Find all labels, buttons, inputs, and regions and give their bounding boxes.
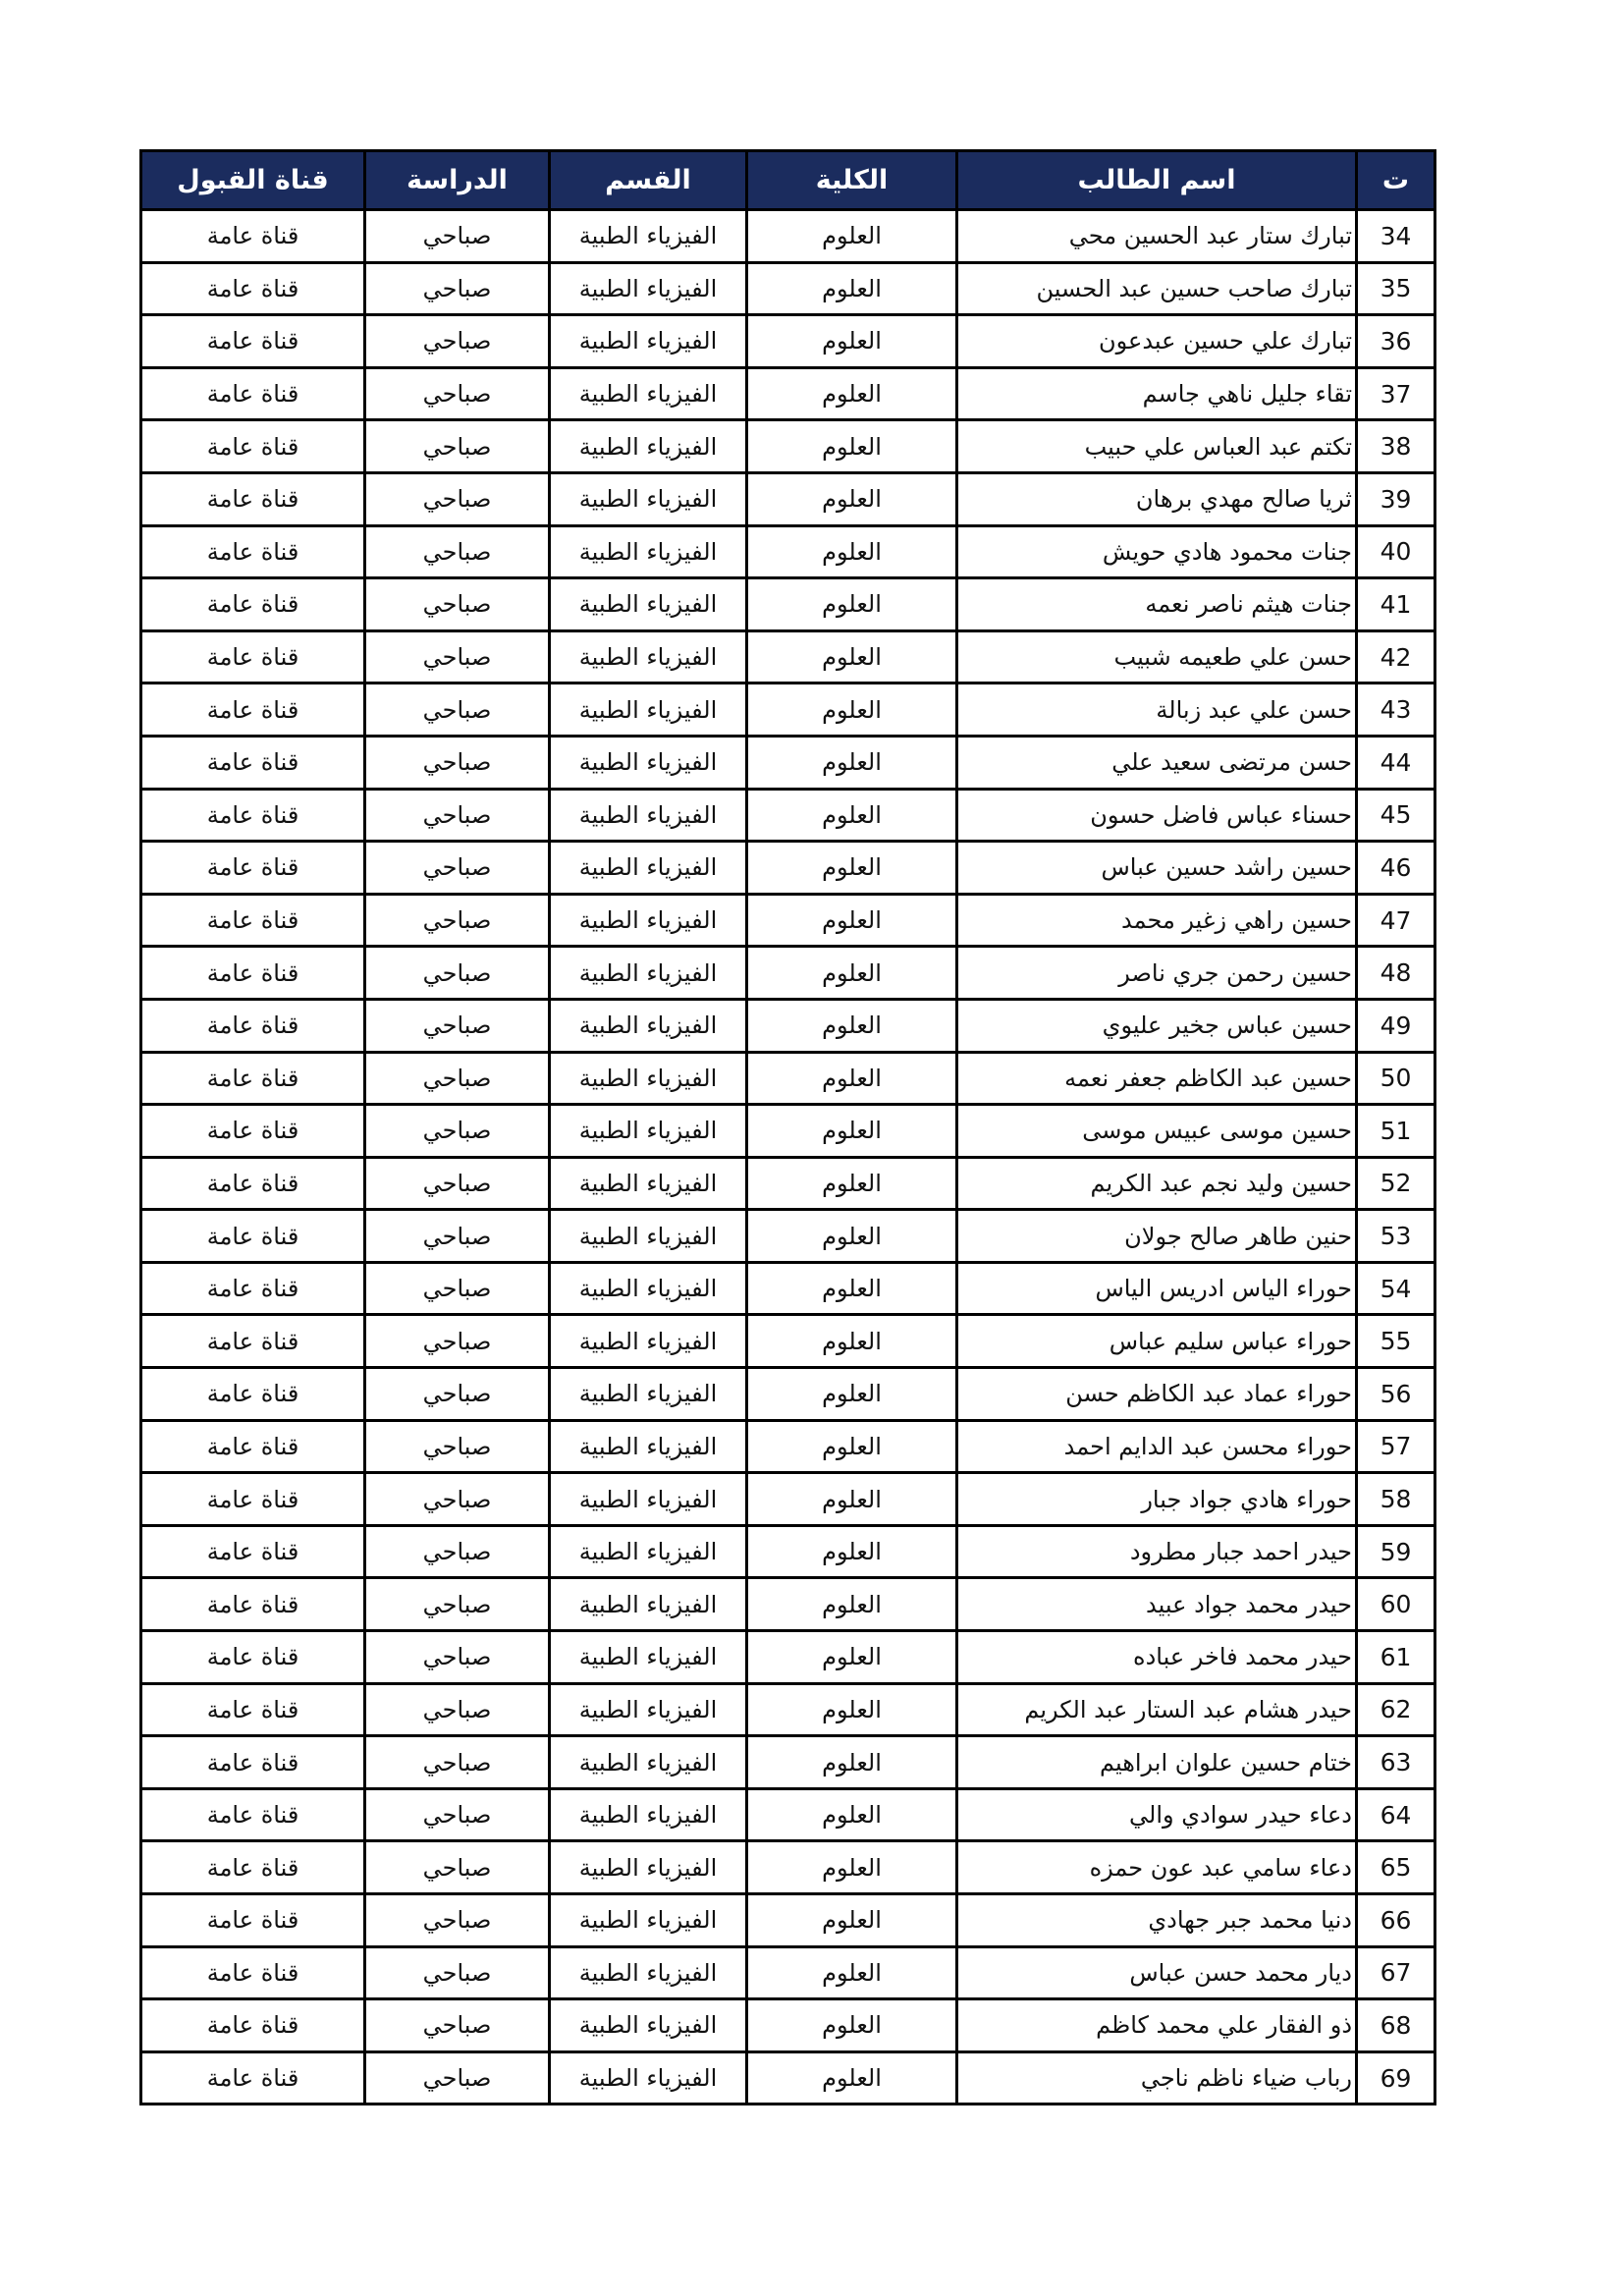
cell-name: حسين وليد نجم عبد الكريم bbox=[957, 1157, 1357, 1210]
cell-channel: قناة عامة bbox=[141, 1894, 365, 1947]
cell-name: تكتم عبد العباس علي حبيب bbox=[957, 420, 1357, 473]
cell-study: صباحي bbox=[365, 1999, 550, 2052]
cell-no: 56 bbox=[1357, 1368, 1435, 1421]
students-table-body bbox=[141, 210, 1435, 2105]
cell-dept: الفيزياء الطبية bbox=[550, 367, 747, 420]
cell-college: العلوم bbox=[747, 1683, 957, 1736]
cell-name: ذو الفقار علي محمد كاظم bbox=[957, 1999, 1357, 2052]
cell-dept: الفيزياء الطبية bbox=[550, 1946, 747, 1999]
cell-study: صباحي bbox=[365, 1473, 550, 1526]
cell-channel: قناة عامة bbox=[141, 1683, 365, 1736]
cell-channel: قناة عامة bbox=[141, 262, 365, 315]
cell-channel: قناة عامة bbox=[141, 1262, 365, 1315]
cell-no: 64 bbox=[1357, 1788, 1435, 1841]
cell-name: حسن علي طعيمه شبيب bbox=[957, 630, 1357, 683]
cell-study: صباحي bbox=[365, 210, 550, 263]
cell-channel: قناة عامة bbox=[141, 525, 365, 578]
students-table-header bbox=[141, 151, 1435, 210]
cell-study: صباحي bbox=[365, 1894, 550, 1947]
cell-channel: قناة عامة bbox=[141, 1841, 365, 1894]
cell-study: صباحي bbox=[365, 1105, 550, 1158]
cell-no: 43 bbox=[1357, 683, 1435, 737]
cell-college: العلوم bbox=[747, 736, 957, 789]
cell-college: العلوم bbox=[747, 1578, 957, 1631]
table-row bbox=[141, 1788, 1435, 1841]
cell-study: صباحي bbox=[365, 1841, 550, 1894]
cell-dept: الفيزياء الطبية bbox=[550, 420, 747, 473]
cell-dept: الفيزياء الطبية bbox=[550, 1736, 747, 1789]
cell-name: دنيا محمد جبر جهادي bbox=[957, 1894, 1357, 1947]
cell-no: 51 bbox=[1357, 1105, 1435, 1158]
cell-college: العلوم bbox=[747, 262, 957, 315]
table-row bbox=[141, 1578, 1435, 1631]
cell-dept: الفيزياء الطبية bbox=[550, 842, 747, 895]
header-cell-dept: القسم bbox=[550, 151, 747, 210]
cell-name: حيدر احمد جبار مطرود bbox=[957, 1525, 1357, 1578]
table-row bbox=[141, 210, 1435, 263]
cell-no: 36 bbox=[1357, 315, 1435, 368]
cell-study: صباحي bbox=[365, 1578, 550, 1631]
cell-study: صباحي bbox=[365, 999, 550, 1052]
table-row bbox=[141, 1683, 1435, 1736]
cell-name: ثريا صالح مهدي برهان bbox=[957, 472, 1357, 525]
cell-dept: الفيزياء الطبية bbox=[550, 1262, 747, 1315]
table-row bbox=[141, 525, 1435, 578]
cell-name: حوراء عماد عبد الكاظم حسن bbox=[957, 1368, 1357, 1421]
cell-channel: قناة عامة bbox=[141, 1473, 365, 1526]
cell-no: 53 bbox=[1357, 1210, 1435, 1263]
table-row bbox=[141, 262, 1435, 315]
cell-channel: قناة عامة bbox=[141, 789, 365, 842]
cell-channel: قناة عامة bbox=[141, 894, 365, 947]
cell-college: العلوم bbox=[747, 1052, 957, 1105]
cell-dept: الفيزياء الطبية bbox=[550, 1420, 747, 1473]
cell-name: دعاء سامي عبد عون حمزه bbox=[957, 1841, 1357, 1894]
cell-college: العلوم bbox=[747, 420, 957, 473]
cell-college: العلوم bbox=[747, 367, 957, 420]
cell-college: العلوم bbox=[747, 210, 957, 263]
table-row bbox=[141, 1894, 1435, 1947]
cell-name: حنين طاهر صالح جولان bbox=[957, 1210, 1357, 1263]
table-row bbox=[141, 1315, 1435, 1368]
cell-no: 41 bbox=[1357, 578, 1435, 631]
cell-no: 57 bbox=[1357, 1420, 1435, 1473]
cell-name: ختام حسين علوان ابراهيم bbox=[957, 1736, 1357, 1789]
cell-channel: قناة عامة bbox=[141, 630, 365, 683]
cell-college: العلوم bbox=[747, 1420, 957, 1473]
cell-no: 69 bbox=[1357, 2051, 1435, 2105]
cell-college: العلوم bbox=[747, 2051, 957, 2105]
cell-dept: الفيزياء الطبية bbox=[550, 1894, 747, 1947]
cell-no: 42 bbox=[1357, 630, 1435, 683]
cell-no: 67 bbox=[1357, 1946, 1435, 1999]
cell-dept: الفيزياء الطبية bbox=[550, 1210, 747, 1263]
cell-name: حيدر محمد فاخر عباده bbox=[957, 1631, 1357, 1684]
cell-study: صباحي bbox=[365, 1052, 550, 1105]
cell-no: 49 bbox=[1357, 999, 1435, 1052]
cell-dept: الفيزياء الطبية bbox=[550, 2051, 747, 2105]
cell-study: صباحي bbox=[365, 683, 550, 737]
header-cell-college: الكلية bbox=[747, 151, 957, 210]
cell-dept: الفيزياء الطبية bbox=[550, 947, 747, 1000]
cell-channel: قناة عامة bbox=[141, 736, 365, 789]
header-cell-study: الدراسة bbox=[365, 151, 550, 210]
cell-channel: قناة عامة bbox=[141, 1999, 365, 2052]
table-row bbox=[141, 1736, 1435, 1789]
cell-college: العلوم bbox=[747, 472, 957, 525]
cell-name: حسين عبد الكاظم جعفر نعمه bbox=[957, 1052, 1357, 1105]
cell-study: صباحي bbox=[365, 1946, 550, 1999]
cell-name: حوراء هادي جواد جبار bbox=[957, 1473, 1357, 1526]
cell-no: 46 bbox=[1357, 842, 1435, 895]
cell-channel: قناة عامة bbox=[141, 1736, 365, 1789]
cell-channel: قناة عامة bbox=[141, 1210, 365, 1263]
cell-college: العلوم bbox=[747, 1631, 957, 1684]
cell-name: حسين موسى عبيس موسى bbox=[957, 1105, 1357, 1158]
cell-channel: قناة عامة bbox=[141, 947, 365, 1000]
cell-no: 62 bbox=[1357, 1683, 1435, 1736]
students-table bbox=[139, 149, 1436, 2105]
table-row bbox=[141, 1052, 1435, 1105]
cell-college: العلوم bbox=[747, 683, 957, 737]
cell-no: 37 bbox=[1357, 367, 1435, 420]
cell-college: العلوم bbox=[747, 999, 957, 1052]
cell-dept: الفيزياء الطبية bbox=[550, 789, 747, 842]
table-row bbox=[141, 789, 1435, 842]
cell-channel: قناة عامة bbox=[141, 683, 365, 737]
cell-name: حوراء عباس سليم عباس bbox=[957, 1315, 1357, 1368]
cell-channel: قناة عامة bbox=[141, 1105, 365, 1158]
table-row bbox=[141, 1105, 1435, 1158]
cell-channel: قناة عامة bbox=[141, 1052, 365, 1105]
cell-name: دعاء حيدر سوادي والي bbox=[957, 1788, 1357, 1841]
cell-dept: الفيزياء الطبية bbox=[550, 472, 747, 525]
cell-study: صباحي bbox=[365, 1525, 550, 1578]
cell-channel: قناة عامة bbox=[141, 578, 365, 631]
cell-channel: قناة عامة bbox=[141, 210, 365, 263]
cell-name: حسين رحمن جري ناصر bbox=[957, 947, 1357, 1000]
cell-college: العلوم bbox=[747, 1210, 957, 1263]
cell-college: العلوم bbox=[747, 578, 957, 631]
table-row bbox=[141, 999, 1435, 1052]
cell-study: صباحي bbox=[365, 367, 550, 420]
header-row bbox=[141, 151, 1435, 210]
cell-name: جنات محمود هادي حويش bbox=[957, 525, 1357, 578]
table-row bbox=[141, 1210, 1435, 1263]
cell-name: رباب ضياء ناظم ناجي bbox=[957, 2051, 1357, 2105]
cell-college: العلوم bbox=[747, 1105, 957, 1158]
cell-college: العلوم bbox=[747, 525, 957, 578]
cell-no: 65 bbox=[1357, 1841, 1435, 1894]
cell-channel: قناة عامة bbox=[141, 1157, 365, 1210]
cell-study: صباحي bbox=[365, 315, 550, 368]
cell-channel: قناة عامة bbox=[141, 1631, 365, 1684]
cell-channel: قناة عامة bbox=[141, 315, 365, 368]
cell-college: العلوم bbox=[747, 1841, 957, 1894]
table-row bbox=[141, 1473, 1435, 1526]
table-row bbox=[141, 367, 1435, 420]
cell-college: العلوم bbox=[747, 1736, 957, 1789]
header-cell-no: ت bbox=[1357, 151, 1435, 210]
cell-dept: الفيزياء الطبية bbox=[550, 525, 747, 578]
cell-no: 39 bbox=[1357, 472, 1435, 525]
cell-study: صباحي bbox=[365, 630, 550, 683]
cell-channel: قناة عامة bbox=[141, 1946, 365, 1999]
cell-name: تقاء جليل ناهي جاسم bbox=[957, 367, 1357, 420]
table-row bbox=[141, 1946, 1435, 1999]
table-row bbox=[141, 1841, 1435, 1894]
cell-channel: قناة عامة bbox=[141, 1788, 365, 1841]
table-row bbox=[141, 315, 1435, 368]
table-row bbox=[141, 1368, 1435, 1421]
table-row bbox=[141, 947, 1435, 1000]
cell-study: صباحي bbox=[365, 736, 550, 789]
cell-no: 50 bbox=[1357, 1052, 1435, 1105]
cell-college: العلوم bbox=[747, 1262, 957, 1315]
cell-college: العلوم bbox=[747, 1999, 957, 2052]
cell-study: صباحي bbox=[365, 525, 550, 578]
cell-name: حسين راشد حسين عباس bbox=[957, 842, 1357, 895]
cell-dept: الفيزياء الطبية bbox=[550, 1788, 747, 1841]
table-row bbox=[141, 1631, 1435, 1684]
cell-dept: الفيزياء الطبية bbox=[550, 1841, 747, 1894]
cell-college: العلوم bbox=[747, 1315, 957, 1368]
cell-no: 54 bbox=[1357, 1262, 1435, 1315]
cell-study: صباحي bbox=[365, 947, 550, 1000]
cell-college: العلوم bbox=[747, 947, 957, 1000]
cell-channel: قناة عامة bbox=[141, 1525, 365, 1578]
table-row bbox=[141, 1999, 1435, 2052]
cell-college: العلوم bbox=[747, 1473, 957, 1526]
cell-study: صباحي bbox=[365, 2051, 550, 2105]
cell-dept: الفيزياء الطبية bbox=[550, 1473, 747, 1526]
cell-no: 44 bbox=[1357, 736, 1435, 789]
table-row bbox=[141, 1525, 1435, 1578]
table-row bbox=[141, 1157, 1435, 1210]
cell-college: العلوم bbox=[747, 894, 957, 947]
cell-study: صباحي bbox=[365, 1157, 550, 1210]
cell-college: العلوم bbox=[747, 1368, 957, 1421]
cell-channel: قناة عامة bbox=[141, 472, 365, 525]
table-row bbox=[141, 578, 1435, 631]
cell-dept: الفيزياء الطبية bbox=[550, 315, 747, 368]
cell-dept: الفيزياء الطبية bbox=[550, 683, 747, 737]
cell-study: صباحي bbox=[365, 420, 550, 473]
cell-no: 40 bbox=[1357, 525, 1435, 578]
cell-name: تبارك علي حسين عبدعون bbox=[957, 315, 1357, 368]
cell-channel: قناة عامة bbox=[141, 999, 365, 1052]
cell-dept: الفيزياء الطبية bbox=[550, 1578, 747, 1631]
cell-college: العلوم bbox=[747, 315, 957, 368]
cell-no: 58 bbox=[1357, 1473, 1435, 1526]
cell-no: 52 bbox=[1357, 1157, 1435, 1210]
cell-no: 48 bbox=[1357, 947, 1435, 1000]
cell-channel: قناة عامة bbox=[141, 1578, 365, 1631]
cell-college: العلوم bbox=[747, 1157, 957, 1210]
cell-dept: الفيزياء الطبية bbox=[550, 262, 747, 315]
cell-no: 66 bbox=[1357, 1894, 1435, 1947]
cell-study: صباحي bbox=[365, 1420, 550, 1473]
cell-no: 60 bbox=[1357, 1578, 1435, 1631]
cell-study: صباحي bbox=[365, 789, 550, 842]
cell-dept: الفيزياء الطبية bbox=[550, 1157, 747, 1210]
cell-name: حسين عباس جخير عليوي bbox=[957, 999, 1357, 1052]
cell-name: حوراء محسن عبد الدايم احمد bbox=[957, 1420, 1357, 1473]
cell-channel: قناة عامة bbox=[141, 367, 365, 420]
table-row bbox=[141, 2051, 1435, 2105]
table-row bbox=[141, 630, 1435, 683]
cell-study: صباحي bbox=[365, 842, 550, 895]
cell-college: العلوم bbox=[747, 1946, 957, 1999]
table-row bbox=[141, 1262, 1435, 1315]
cell-study: صباحي bbox=[365, 1683, 550, 1736]
cell-study: صباحي bbox=[365, 578, 550, 631]
cell-dept: الفيزياء الطبية bbox=[550, 1999, 747, 2052]
cell-name: حسن علي عبد زبالة bbox=[957, 683, 1357, 737]
cell-name: ديار محمد حسن عباس bbox=[957, 1946, 1357, 1999]
cell-name: حيدر هشام عبد الستار عبد الكريم bbox=[957, 1683, 1357, 1736]
cell-channel: قناة عامة bbox=[141, 1420, 365, 1473]
header-cell-name: اسم الطالب bbox=[957, 151, 1357, 210]
table-row bbox=[141, 1420, 1435, 1473]
cell-name: حسناء عباس فاضل حسون bbox=[957, 789, 1357, 842]
cell-no: 47 bbox=[1357, 894, 1435, 947]
cell-study: صباحي bbox=[365, 472, 550, 525]
header-cell-channel: قناة القبول bbox=[141, 151, 365, 210]
cell-no: 35 bbox=[1357, 262, 1435, 315]
cell-study: صباحي bbox=[365, 262, 550, 315]
cell-name: حيدر محمد جواد عبيد bbox=[957, 1578, 1357, 1631]
cell-study: صباحي bbox=[365, 1210, 550, 1263]
cell-channel: قناة عامة bbox=[141, 842, 365, 895]
table-row bbox=[141, 894, 1435, 947]
cell-dept: الفيزياء الطبية bbox=[550, 1105, 747, 1158]
cell-channel: قناة عامة bbox=[141, 2051, 365, 2105]
cell-college: العلوم bbox=[747, 1525, 957, 1578]
cell-channel: قناة عامة bbox=[141, 1368, 365, 1421]
cell-dept: الفيزياء الطبية bbox=[550, 1052, 747, 1105]
cell-no: 61 bbox=[1357, 1631, 1435, 1684]
cell-dept: الفيزياء الطبية bbox=[550, 630, 747, 683]
cell-study: صباحي bbox=[365, 894, 550, 947]
cell-dept: الفيزياء الطبية bbox=[550, 894, 747, 947]
cell-study: صباحي bbox=[365, 1631, 550, 1684]
cell-name: حسن مرتضى سعيد علي bbox=[957, 736, 1357, 789]
cell-study: صباحي bbox=[365, 1736, 550, 1789]
cell-dept: الفيزياء الطبية bbox=[550, 736, 747, 789]
table-row bbox=[141, 472, 1435, 525]
cell-college: العلوم bbox=[747, 630, 957, 683]
table-row bbox=[141, 842, 1435, 895]
cell-no: 68 bbox=[1357, 1999, 1435, 2052]
cell-dept: الفيزياء الطبية bbox=[550, 1368, 747, 1421]
cell-study: صباحي bbox=[365, 1315, 550, 1368]
cell-dept: الفيزياء الطبية bbox=[550, 1525, 747, 1578]
cell-name: حسين راهي زغير محمد bbox=[957, 894, 1357, 947]
cell-no: 63 bbox=[1357, 1736, 1435, 1789]
cell-college: العلوم bbox=[747, 1894, 957, 1947]
cell-study: صباحي bbox=[365, 1368, 550, 1421]
cell-study: صباحي bbox=[365, 1262, 550, 1315]
cell-dept: الفيزياء الطبية bbox=[550, 1315, 747, 1368]
cell-college: العلوم bbox=[747, 1788, 957, 1841]
cell-dept: الفيزياء الطبية bbox=[550, 210, 747, 263]
cell-name: تبارك ستار عبد الحسين محي bbox=[957, 210, 1357, 263]
cell-college: العلوم bbox=[747, 842, 957, 895]
table-row bbox=[141, 736, 1435, 789]
cell-name: حوراء الياس ادريس الياس bbox=[957, 1262, 1357, 1315]
cell-name: جنات هيثم ناصر نعمه bbox=[957, 578, 1357, 631]
cell-name: تبارك صاحب حسين عبد الحسين bbox=[957, 262, 1357, 315]
table-row bbox=[141, 420, 1435, 473]
table-row bbox=[141, 683, 1435, 737]
cell-dept: الفيزياء الطبية bbox=[550, 1631, 747, 1684]
cell-dept: الفيزياء الطبية bbox=[550, 578, 747, 631]
cell-college: العلوم bbox=[747, 789, 957, 842]
cell-channel: قناة عامة bbox=[141, 420, 365, 473]
cell-study: صباحي bbox=[365, 1788, 550, 1841]
cell-no: 34 bbox=[1357, 210, 1435, 263]
cell-dept: الفيزياء الطبية bbox=[550, 1683, 747, 1736]
cell-no: 45 bbox=[1357, 789, 1435, 842]
cell-dept: الفيزياء الطبية bbox=[550, 999, 747, 1052]
cell-no: 59 bbox=[1357, 1525, 1435, 1578]
cell-no: 55 bbox=[1357, 1315, 1435, 1368]
cell-channel: قناة عامة bbox=[141, 1315, 365, 1368]
cell-no: 38 bbox=[1357, 420, 1435, 473]
